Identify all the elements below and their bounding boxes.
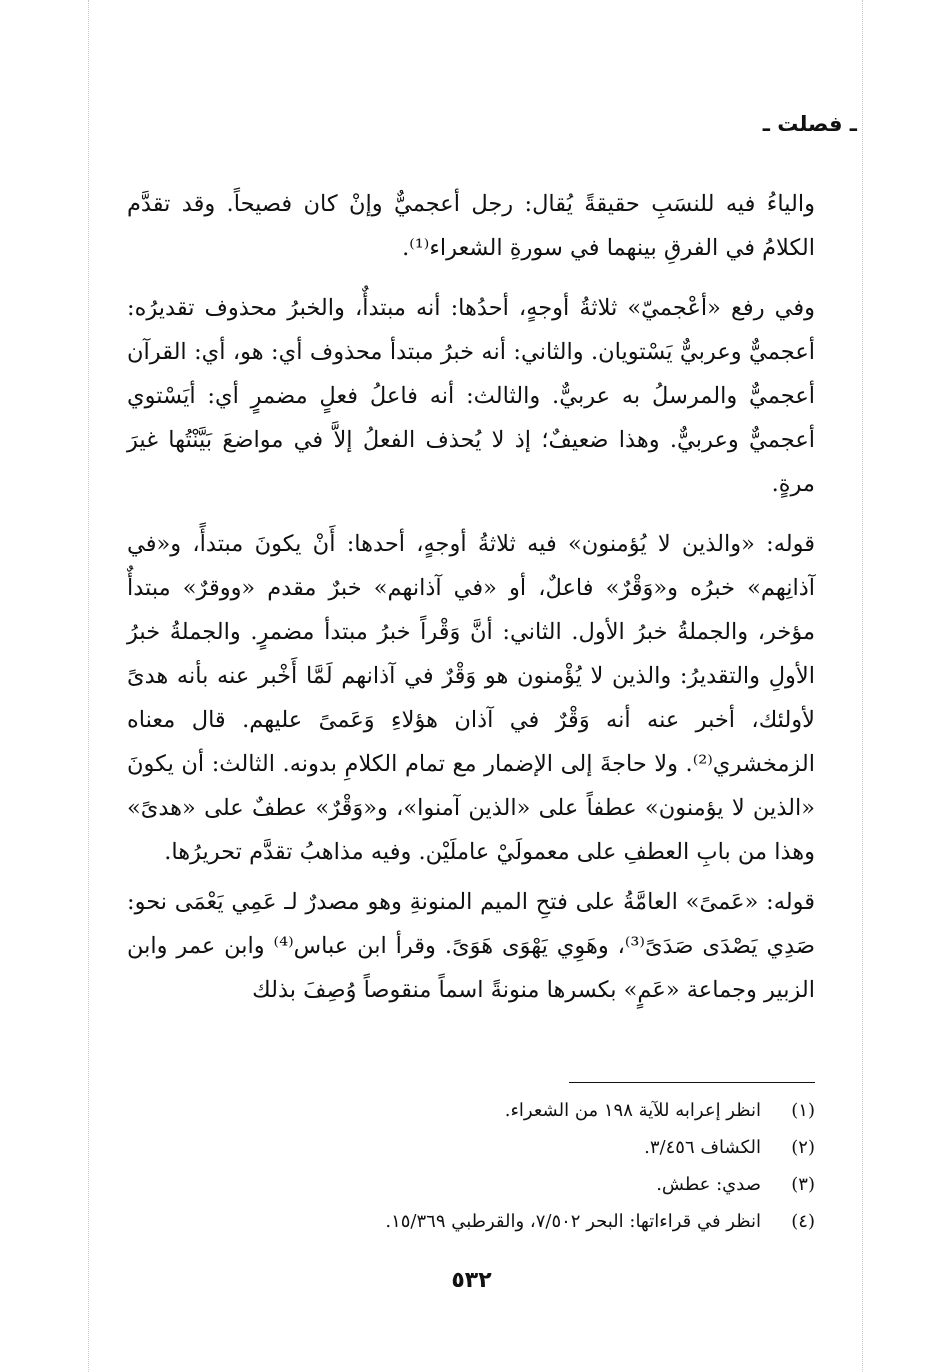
footnote-text: صدي: عطش. <box>656 1174 761 1195</box>
footnote <box>127 1166 815 1203</box>
footnotes <box>127 1092 815 1240</box>
paragraph: والياءُ فيه للنسَبِ حقيقةً يُقال: رجل أعجميٌّ وإنْ كان فصيحاً. وقد تقدَّم الكلامُ في الفرقِ بينهما في سورةِ الشعراء⁽¹⁾. <box>127 191 815 261</box>
running-header: ـ فصلت ـ <box>762 112 857 136</box>
paragraph: قوله: «والذين لا يُؤمنون» فيه ثلاثةُ أوجهٍ، أحدها: أَنْ يكونَ مبتدأً، و«في آذانِهم» خبرُه و«وَقْرٌ» فاعلٌ، أو «في آذانهم» خبرٌ مقدم «ووقرٌ» مبتدأٌ مؤخر، والجملةُ خبرُ الأول. الثاني: أنَّ وَقْراً خبرُ مبتدأ مضمرٍ. والجملةُ خبرُ الأولِ والتقديرُ: والذين لا يُؤْمنون هو وَقْرٌ في آذانهم لَمَّا أَخْبر عنه بأنه هدىً لأولئك، أخبر عنه أنه وَقْرٌ في آذان هؤلاءِ وَعَمىً عليهم. قال معناه الزمخشري⁽²⁾. ولا حاجةَ إلى الإضمار مع تمام الكلامِ بدونه. الثالث: أن يكونَ «الذين لا يؤمنون» عطفاً على «الذين آمنوا»، و«وَقْرٌ» عطفٌ على «هدىً» وهذا من بابِ العطفِ على معمولَيْ عاملَيْن. وفيه مذاهبُ تقدَّم تحريرُها. <box>127 531 815 865</box>
main-text <box>127 182 815 1028</box>
footnote <box>127 1203 815 1240</box>
footnote-text: انظر إعرابه للآية ١٩٨ من الشعراء. <box>504 1100 761 1121</box>
footnote-separator <box>569 1082 815 1083</box>
footnote-text: انظر في قراءاتها: البحر ٧/٥٠٢، والقرطبي ١٥/٣٦٩. <box>385 1211 761 1232</box>
scan-guide-line-left <box>88 0 89 1372</box>
paragraph: وفي رفع «أعْجميّ» ثلاثةُ أوجهٍ، أحدُها: أنه مبتدأٌ، والخبرُ محذوف تقديرُه: أعجميٌّ وعربيٌّ يَسْتويان. والثاني: أنه خبرُ مبتدأ محذوف أي: هو، أي: القرآن أعجميٌّ والمرسلُ به عربيٌّ. والثالث: أنه فاعلُ فعلٍ مضمرٍ أي: أيَسْتوي أعجميٌّ وعربيٌّ. وهذا ضعيفٌ؛ إذ لا يُحذف الفعلُ إلاَّ في مواضعَ بَيَّنْتُها غيرَ مرةٍ. <box>127 295 815 497</box>
scan-guide-line-right <box>862 0 863 1372</box>
footnote-text: الكشاف ٣/٤٥٦. <box>644 1137 761 1158</box>
page-number: ٥٣٢ <box>451 1268 492 1293</box>
footnote-number: (٤) <box>791 1211 815 1232</box>
footnote <box>127 1092 815 1129</box>
footnote <box>127 1129 815 1166</box>
paragraph: قوله: «عَمىً» العامَّةُ على فتحِ الميم المنونةِ وهو مصدرٌ لـ عَمِي يَعْمَى نحو: صَدِي يَصْدَى صَدَىً⁽³⁾، وهَوِي يَهْوَى هَوَىً. وقرأ ابن عباس⁽⁴⁾ وابن عمر وابن الزبير وجماعة «عَمٍ» بكسرها منونةً اسماً منقوصاً وُصِفَ بذلك <box>127 889 815 1003</box>
footnote-number: (٣) <box>791 1174 815 1195</box>
footnote-number: (٢) <box>791 1137 815 1158</box>
footnote-number: (١) <box>791 1100 815 1121</box>
